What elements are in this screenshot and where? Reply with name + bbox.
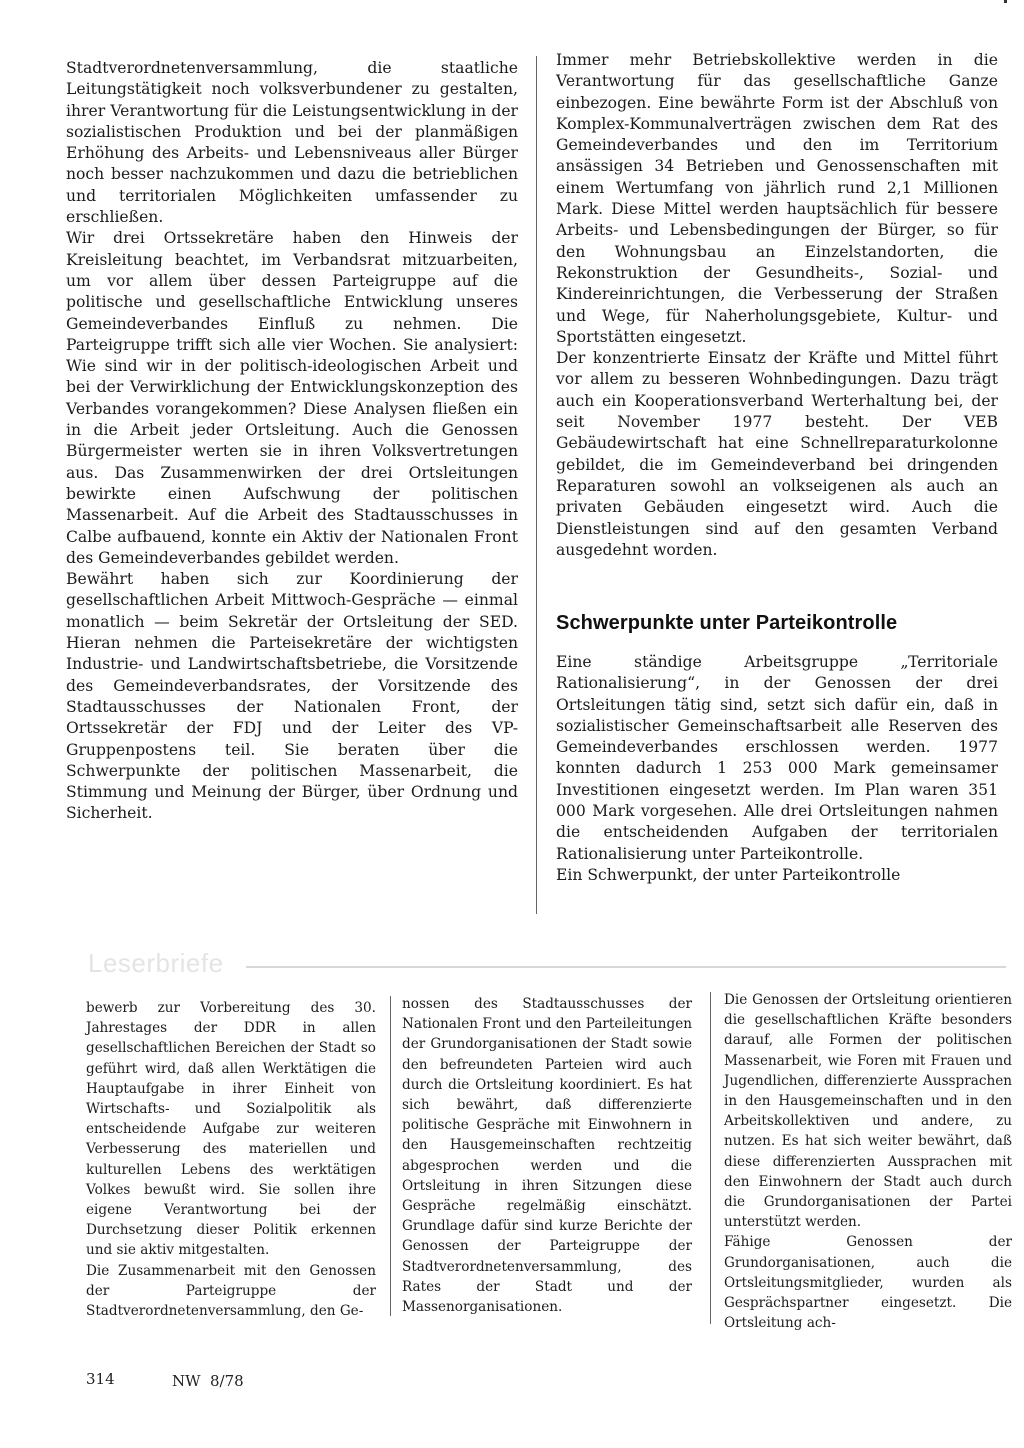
- column-divider: [390, 996, 391, 1316]
- paragraph: Stadtverordnetenversammlung, die staatliche Leitungstätigkeit noch volksverbundener zu gestalten, ihrer Verantwortung für die Leistungsentwicklung in der sozialistischen Produktion und bei der planmäßigen Erhöhung des Arbeits- und Lebensniveaus aller Bürger noch besser nachzukommen und dazu die betrieblichen und territorialen Möglichkeiten umfassender zu erschließen.: [66, 59, 518, 227]
- corner-mark: [1004, 0, 1007, 3]
- column-right-top: [556, 50, 998, 561]
- paragraph: bewerb zur Vorbereitung des 30. Jahrestages der DDR in allen gesellschaftlichen Bereichen der Stadt so geführt wird, daß allen Werktätigen die Hauptaufgabe in ihrer Einheit von Wirtschafts- und Sozialpolitik als entscheidende Aufgabe zur weiteren Verbesserung des materiellen und kulturellen Lebens des werktätigen Volkes bewußt wird. Sie sollen ihre eigene Verantwortung bei der Durchsetzung dieser Politik erkennen und sie aktiv mitgestalten.: [86, 1000, 376, 1259]
- paragraph: nossen des Stadtausschusses der Nationalen Front und den Parteileitungen der Grundorganisationen der Stadt sowie den befreundeten Parteien wird auch durch die Ortsleitung koordiniert. Es hat sich bewährt, daß differenzierte politische Gespräche mit Einwohnern in den Hausgemeinschaften rechtzeitig abgesprochen werden und die Ortsleitung in ihren Sitzungen diese Gespräche regelmäßig einschätzt. Grundlage dafür sind kurze Berichte der Genossen der Parteigruppe der Stadtverordnetenversammlung, des Rates der Stadt und der Massenorganisationen.: [402, 996, 692, 1316]
- paragraph: Wir drei Ortssekretäre haben den Hinweis der Kreisleitung beachtet, im Verbandsrat mitzuarbeiten, um vor allem über dessen Parteigruppe auf die politische und gesellschaftliche Entwicklung unseres Gemeindeverbandes Einfluß zu nehmen. Die Parteigruppe trifft sich alle vier Wochen. Sie analysiert: Wie sind wir in der politisch-ideologischen Arbeit und bei der Verwirklichung der Entwicklungskonzeption des Verbandes vorangekommen? Diese Analysen fließen ein in die Arbeit jeder Ortsleitung. Auch die Genossen Bürgermeister werten sie in ihren Volksvertretungen aus. Das Zusammenwirken der drei Ortsleitungen bewirkte einen Aufschwung der politischen Massenarbeit. Auf die Arbeit des Stadtausschusses in Calbe aufbauend, konnte ein Aktiv der Nationalen Front des Gemeindeverbandes gebildet werden.: [66, 229, 518, 567]
- column-left-top: [66, 58, 518, 825]
- column-divider: [536, 56, 537, 914]
- section-heading: Schwerpunkte unter Parteikontrolle: [556, 612, 898, 634]
- paragraph: Eine ständige Arbeitsgruppe „Territoriale Rationalisierung“, in der Genossen der drei Ortsleitungen tätig sind, setzt sich dafür ein, daß in sozialistischer Gemeinschaftsarbeit alle Reserven des Gemeindeverbandes erschlossen werden. 1977 konnten dadurch 1 253 000 Mark gemeinsamer Investitionen eingesetzt werden. Im Plan waren 351 000 Mark vorgesehen. Alle drei Ortsleitungen nahmen die entscheidenden Aufgaben der territorialen Rationalisierung unter Parteikontrolle.: [556, 653, 998, 863]
- leserbriefe-column-3: [724, 990, 1012, 1333]
- paragraph: Ein Schwerpunkt, der unter Parteikontrolle: [556, 865, 901, 884]
- column-divider: [710, 992, 711, 1324]
- paragraph: Die Zusammenarbeit mit den Genossen der Parteigruppe der Stadtverordnetenversammlung, den Ge-: [86, 1262, 376, 1320]
- paragraph: Bewährt haben sich zur Koordinierung der gesellschaftlichen Arbeit Mittwoch-Gespräche — einmal monatlich — beim Sekretär der Ortsleitung der SED. Hieran nehmen die Parteisekretäre der wichtigsten Industrie- und Landwirtschaftsbetriebe, die Vorsitzende des Gemeindeverbandsrates, der Vorsitzende des Stadtausschusses der Nationalen Front, der Ortssekretär der FDJ und der Leiter des VP-Gruppenpostens teil. Sie beraten über die Schwerpunkte der politischen Massenarbeit, die Stimmung und Meinung der Bürger, über Ordnung und Sicherheit.: [66, 570, 518, 823]
- leserbriefe-column-1: [86, 998, 376, 1321]
- leserbriefe-column-2: [402, 994, 692, 1317]
- leserbriefe-heading: Leserbriefe: [88, 948, 224, 978]
- page-number: 314: [86, 1370, 115, 1388]
- column-right-section: [556, 652, 998, 886]
- issue-number: 8/78: [210, 1372, 244, 1390]
- paragraph: Fähige Genossen der Grundorganisationen, auch die Ortsleitungsmitglieder, wurden als Gesprächspartner eingesetzt. Die Ortsleitung ach-: [724, 1234, 1012, 1332]
- journal-name: NW: [172, 1372, 201, 1390]
- paragraph: Immer mehr Betriebskollektive werden in die Verantwortung für das gesellschaftliche Ganze einbezogen. Eine bewährte Form ist der Abschluß von Komplex-Kommunalverträgen zwischen dem Rat des Gemeindeverbandes und den im Territorium ansässigen 34 Betrieben und Genossenschaften mit einem Wertumfang von jährlich rund 2,1 Millionen Mark. Diese Mittel werden hauptsächlich für bessere Arbeits- und Lebensbedingungen der Bürger, so für den Wohnungsbau an Einzelstandorten, die Rekonstruktion der Gesundheits-, Sozial- und Kindereinrichtungen, die Verbesserung der Straßen und Wege, für Naherholungsgebiete, Kultur- und Sportstätten eingesetzt.: [556, 51, 998, 346]
- leserbriefe-rule: [246, 966, 1006, 968]
- paragraph: Der konzentrierte Einsatz der Kräfte und Mittel führt vor allem zu besseren Wohnbedingungen. Dazu trägt auch ein Kooperationsverband Werterhaltung bei, der seit November 1977 besteht. Der VEB Gebäudewirtschaft hat eine Schnellreparaturkolonne gebildet, die im Gemeindeverband bei dringenden Reparaturen sowohl an volkseigenen als auch an privaten Gebäuden eingesetzt wird. Auch die Dienstleistungen sind auf den gesamten Verband ausgedehnt worden.: [556, 349, 998, 559]
- paragraph: Die Genossen der Ortsleitung orientieren die gesellschaftlichen Kräfte besonders darauf, alle Formen der politischen Massenarbeit, wie Foren mit Frauen und Jugendlichen, differenzierte Aussprachen in den Hausgemeinschaften und in den Arbeitskollektiven und andere, zu nutzen. Es hat sich weiter bewährt, daß diese differenzierten Aussprachen mit den Einwohnern der Stadt auch durch die Grundorganisationen der Partei unterstützt werden.: [724, 992, 1012, 1231]
